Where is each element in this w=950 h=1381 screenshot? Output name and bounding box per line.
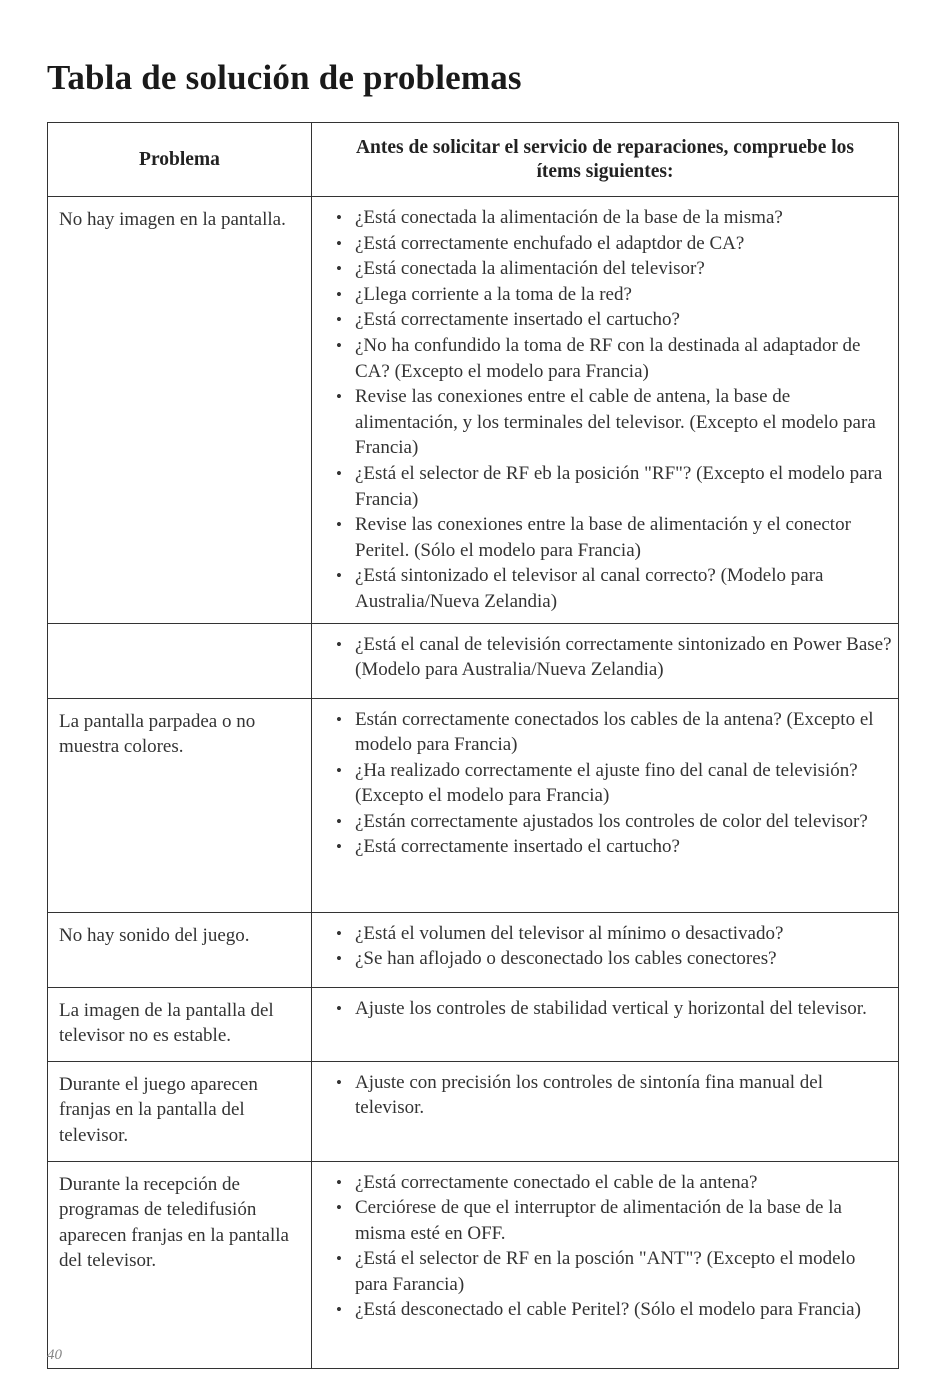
check-list <box>336 632 892 683</box>
check-item: • ¿Está el selector de RF eb la posición "RF"? (Excepto el modelo para Francia) <box>336 461 892 512</box>
check-item: • ¿Está correctamente conectado el cable de la antena? <box>336 1170 892 1196</box>
troubleshooting-table <box>47 122 899 1369</box>
page-number: 40 <box>47 1347 62 1363</box>
check-list <box>336 921 892 972</box>
problem-cell <box>48 623 312 698</box>
header-problem: Problema <box>48 123 312 197</box>
checks-cell <box>312 623 899 698</box>
check-item: • ¿Llega corriente a la toma de la red? <box>336 282 892 308</box>
checks-cell <box>312 912 899 987</box>
table-body <box>48 197 899 1369</box>
check-item: • Revise las conexiones entre el cable de antena, la base de alimentación, y los terminales del televisor. (Excepto el modelo para Francia) <box>336 384 892 461</box>
header-checks: Antes de solicitar el servicio de reparaciones, compruebe los ítems siguientes: <box>312 123 899 197</box>
check-list <box>336 996 892 1022</box>
table-row <box>48 1161 899 1368</box>
problem-cell: La imagen de la pantalla del televisor no es estable. <box>48 987 312 1061</box>
check-item: • Ajuste con precisión los controles de sintonía fina manual del televisor. <box>336 1070 892 1121</box>
check-item: • ¿Está el canal de televisión correctamente sintonizado en Power Base? (Modelo para Australia/Nueva Zelandia) <box>336 632 892 683</box>
check-item: • ¿Está correctamente insertado el cartucho? <box>336 307 892 333</box>
check-list <box>336 707 892 861</box>
check-item: • ¿No ha confundido la toma de RF con la destinada al adaptador de CA? (Excepto el modelo para Francia) <box>336 333 892 384</box>
check-item: • ¿Están correctamente ajustados los controles de color del televisor? <box>336 809 892 835</box>
problem-cell: No hay imagen en la pantalla. <box>48 197 312 624</box>
checks-cell <box>312 1061 899 1161</box>
checks-cell <box>312 987 899 1061</box>
check-item: • Están correctamente conectados los cables de la antena? (Excepto el modelo para Francia) <box>336 707 892 758</box>
check-item: • ¿Está sintonizado el televisor al canal correcto? (Modelo para Australia/Nueva Zelandia) <box>336 563 892 614</box>
table-header-row <box>48 123 899 197</box>
check-item: • Cerciórese de que el interruptor de alimentación de la base de la misma esté en OFF. <box>336 1195 892 1246</box>
check-item: • ¿Ha realizado correctamente el ajuste fino del canal de televisión? (Excepto el modelo para Francia) <box>336 758 892 809</box>
problem-cell: La pantalla parpadea o no muestra colores. <box>48 698 312 912</box>
check-item: • ¿Está correctamente insertado el cartucho? <box>336 834 892 860</box>
table-row <box>48 623 899 698</box>
page-title: Tabla de solución de problemas <box>47 58 522 97</box>
check-item: • ¿Está el volumen del televisor al mínimo o desactivado? <box>336 921 892 947</box>
problem-cell: No hay sonido del juego. <box>48 912 312 987</box>
check-item: • ¿Está desconectado el cable Peritel? (Sólo el modelo para Francia) <box>336 1297 892 1323</box>
problem-cell: Durante el juego aparecen franjas en la pantalla del televisor. <box>48 1061 312 1161</box>
check-item: • ¿Está correctamente enchufado el adaptdor de CA? <box>336 231 892 257</box>
check-item: • Ajuste los controles de stabilidad vertical y horizontal del televisor. <box>336 996 892 1022</box>
check-item: • ¿Está conectada la alimentación de la base de la misma? <box>336 205 892 231</box>
check-list <box>336 1170 892 1324</box>
check-item: • ¿Se han aflojado o desconectado los cables conectores? <box>336 946 892 972</box>
check-list <box>336 1070 892 1121</box>
checks-cell <box>312 1161 899 1368</box>
table-row <box>48 698 899 912</box>
table-row <box>48 1061 899 1161</box>
checks-cell <box>312 197 899 624</box>
table-row <box>48 987 899 1061</box>
check-item: • ¿Está conectada la alimentación del televisor? <box>336 256 892 282</box>
problem-cell: Durante la recepción de programas de teledifusión aparecen franjas en la pantalla del televisor. <box>48 1161 312 1368</box>
table-row <box>48 912 899 987</box>
checks-cell <box>312 698 899 912</box>
check-item: • ¿Está el selector de RF en la posción "ANT"? (Excepto el modelo para Farancia) <box>336 1246 892 1297</box>
check-item: • Revise las conexiones entre la base de alimentación y el conector Peritel. (Sólo el modelo para Francia) <box>336 512 892 563</box>
table-row <box>48 197 899 624</box>
check-list <box>336 205 892 615</box>
